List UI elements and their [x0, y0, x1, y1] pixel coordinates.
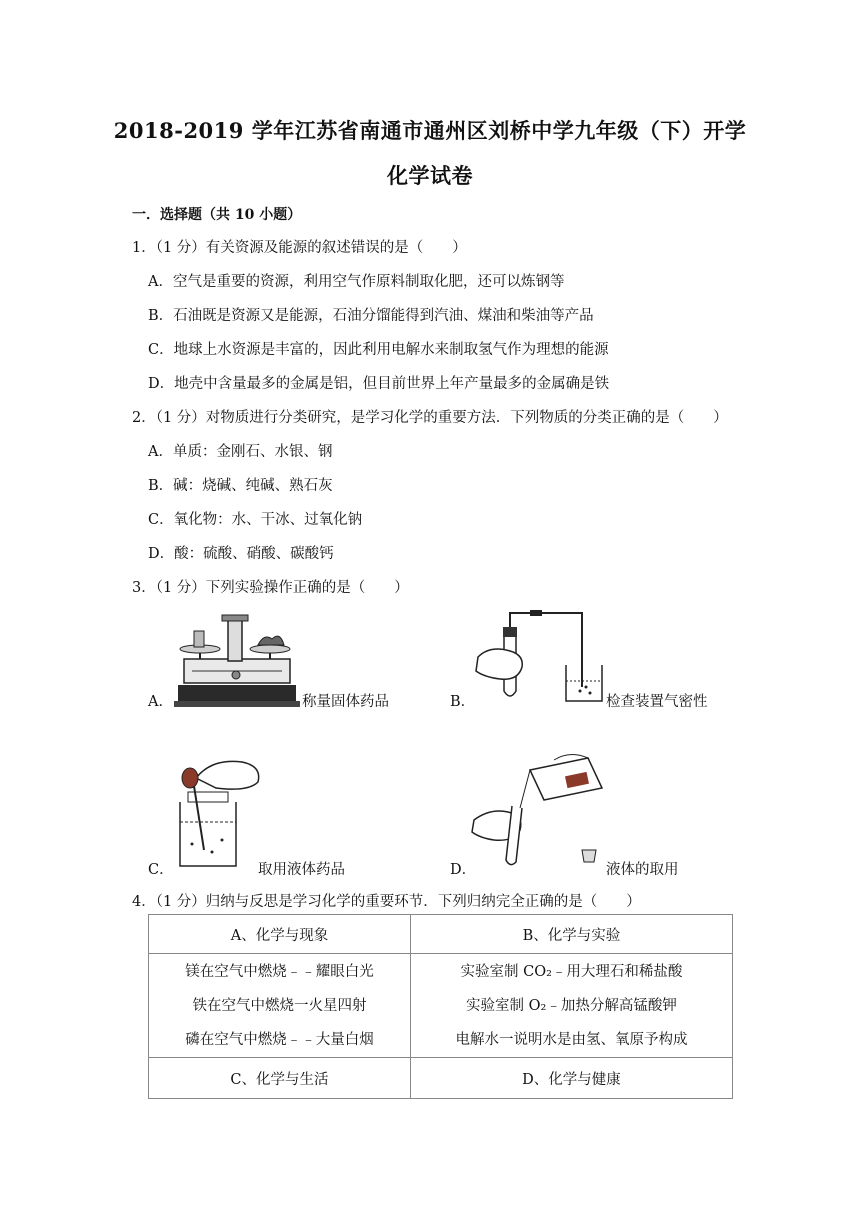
figure-b-caption: 检查装置气密性 — [606, 694, 708, 710]
figure-b-letter: B． — [450, 694, 476, 710]
table-header-c: C、化学与生活 — [149, 1058, 411, 1099]
question-1-option-b: B．石油既是资源又是能源，石油分馏能得到汽油、煤油和柴油等产品 — [148, 308, 594, 324]
question-2-stem: 2．（1 分）对物质进行分类研究，是学习化学的重要方法．下列物质的分类正确的是（ ） — [132, 410, 728, 426]
question-1-option-a: A．空气是重要的资源，利用空气作原料制取化肥，还可以炼钢等 — [148, 274, 565, 290]
question-3-stem: 3．（1 分）下列实验操作正确的是（ ） — [132, 580, 409, 596]
document-title-line2: 化学试卷 — [387, 163, 473, 188]
question-2-option-a: A．单质：金刚石、水银、钢 — [148, 444, 333, 460]
table-b-line-2: 实验室制 O₂﹣加热分解高锰酸钾 — [466, 997, 677, 1014]
figure-d-caption: 液体的取用 — [606, 862, 679, 878]
table-a-line-1: 镁在空气中燃烧﹣﹣耀眼白光 — [185, 963, 374, 980]
table-b-line-1: 实验室制 CO₂﹣用大理石和稀盐酸 — [460, 963, 683, 980]
question-1-option-d: D．地壳中含量最多的金属是铝，但目前世界上年产量最多的金属确是铁 — [148, 376, 610, 392]
table-b-line-3: 电解水一说明水是由氢、氧原予构成 — [455, 1031, 688, 1048]
figure-d-letter: D． — [450, 862, 477, 878]
figure-c-caption: 取用液体药品 — [258, 862, 345, 878]
question-2-option-b: B．碱：烧碱、纯碱、熟石灰 — [148, 478, 333, 494]
figure-a-letter: A． — [148, 694, 173, 710]
document-title-line1: 2018-2019 学年江苏省南通市通州区刘桥中学九年级（下）开学 — [113, 118, 747, 143]
table-header-d: D、化学与健康 — [410, 1058, 732, 1099]
question-4-stem: 4．（1 分）归纳与反思是学习化学的重要环节．下列归纳完全正确的是（ ） — [132, 894, 641, 910]
figure-a-caption: 称量固体药品 — [302, 694, 389, 710]
question-4-table — [148, 914, 733, 1099]
table-a-line-3: 磷在空气中燃烧﹣﹣大量白烟 — [185, 1031, 374, 1048]
question-2-option-d: D．酸：硫酸、硝酸、碳酸钙 — [148, 546, 334, 562]
table-header-b: B、化学与实验 — [410, 915, 732, 954]
pouring-liquid-illustration — [470, 750, 610, 870]
table-cell-b — [410, 954, 732, 1058]
balance-scale-illustration — [170, 615, 300, 710]
table-a-line-2: 铁在空气中燃烧一火星四射 — [192, 997, 367, 1014]
table-cell-a — [149, 954, 411, 1058]
airtightness-check-illustration — [470, 605, 605, 705]
figure-c-letter: C． — [148, 862, 174, 878]
question-1-stem: 1．（1 分）有关资源及能源的叙述错误的是（ ） — [132, 240, 467, 256]
question-1-option-c: C．地球上水资源是丰富的，因此利用电解水来制取氢气作为理想的能源 — [148, 342, 609, 358]
dropper-bottle-illustration — [172, 752, 264, 872]
question-2-option-c: C．氧化物：水、干冰、过氧化钠 — [148, 512, 363, 528]
section-heading: 一．选择题（共 10 小题） — [132, 207, 302, 223]
table-header-a: A、化学与现象 — [149, 915, 411, 954]
